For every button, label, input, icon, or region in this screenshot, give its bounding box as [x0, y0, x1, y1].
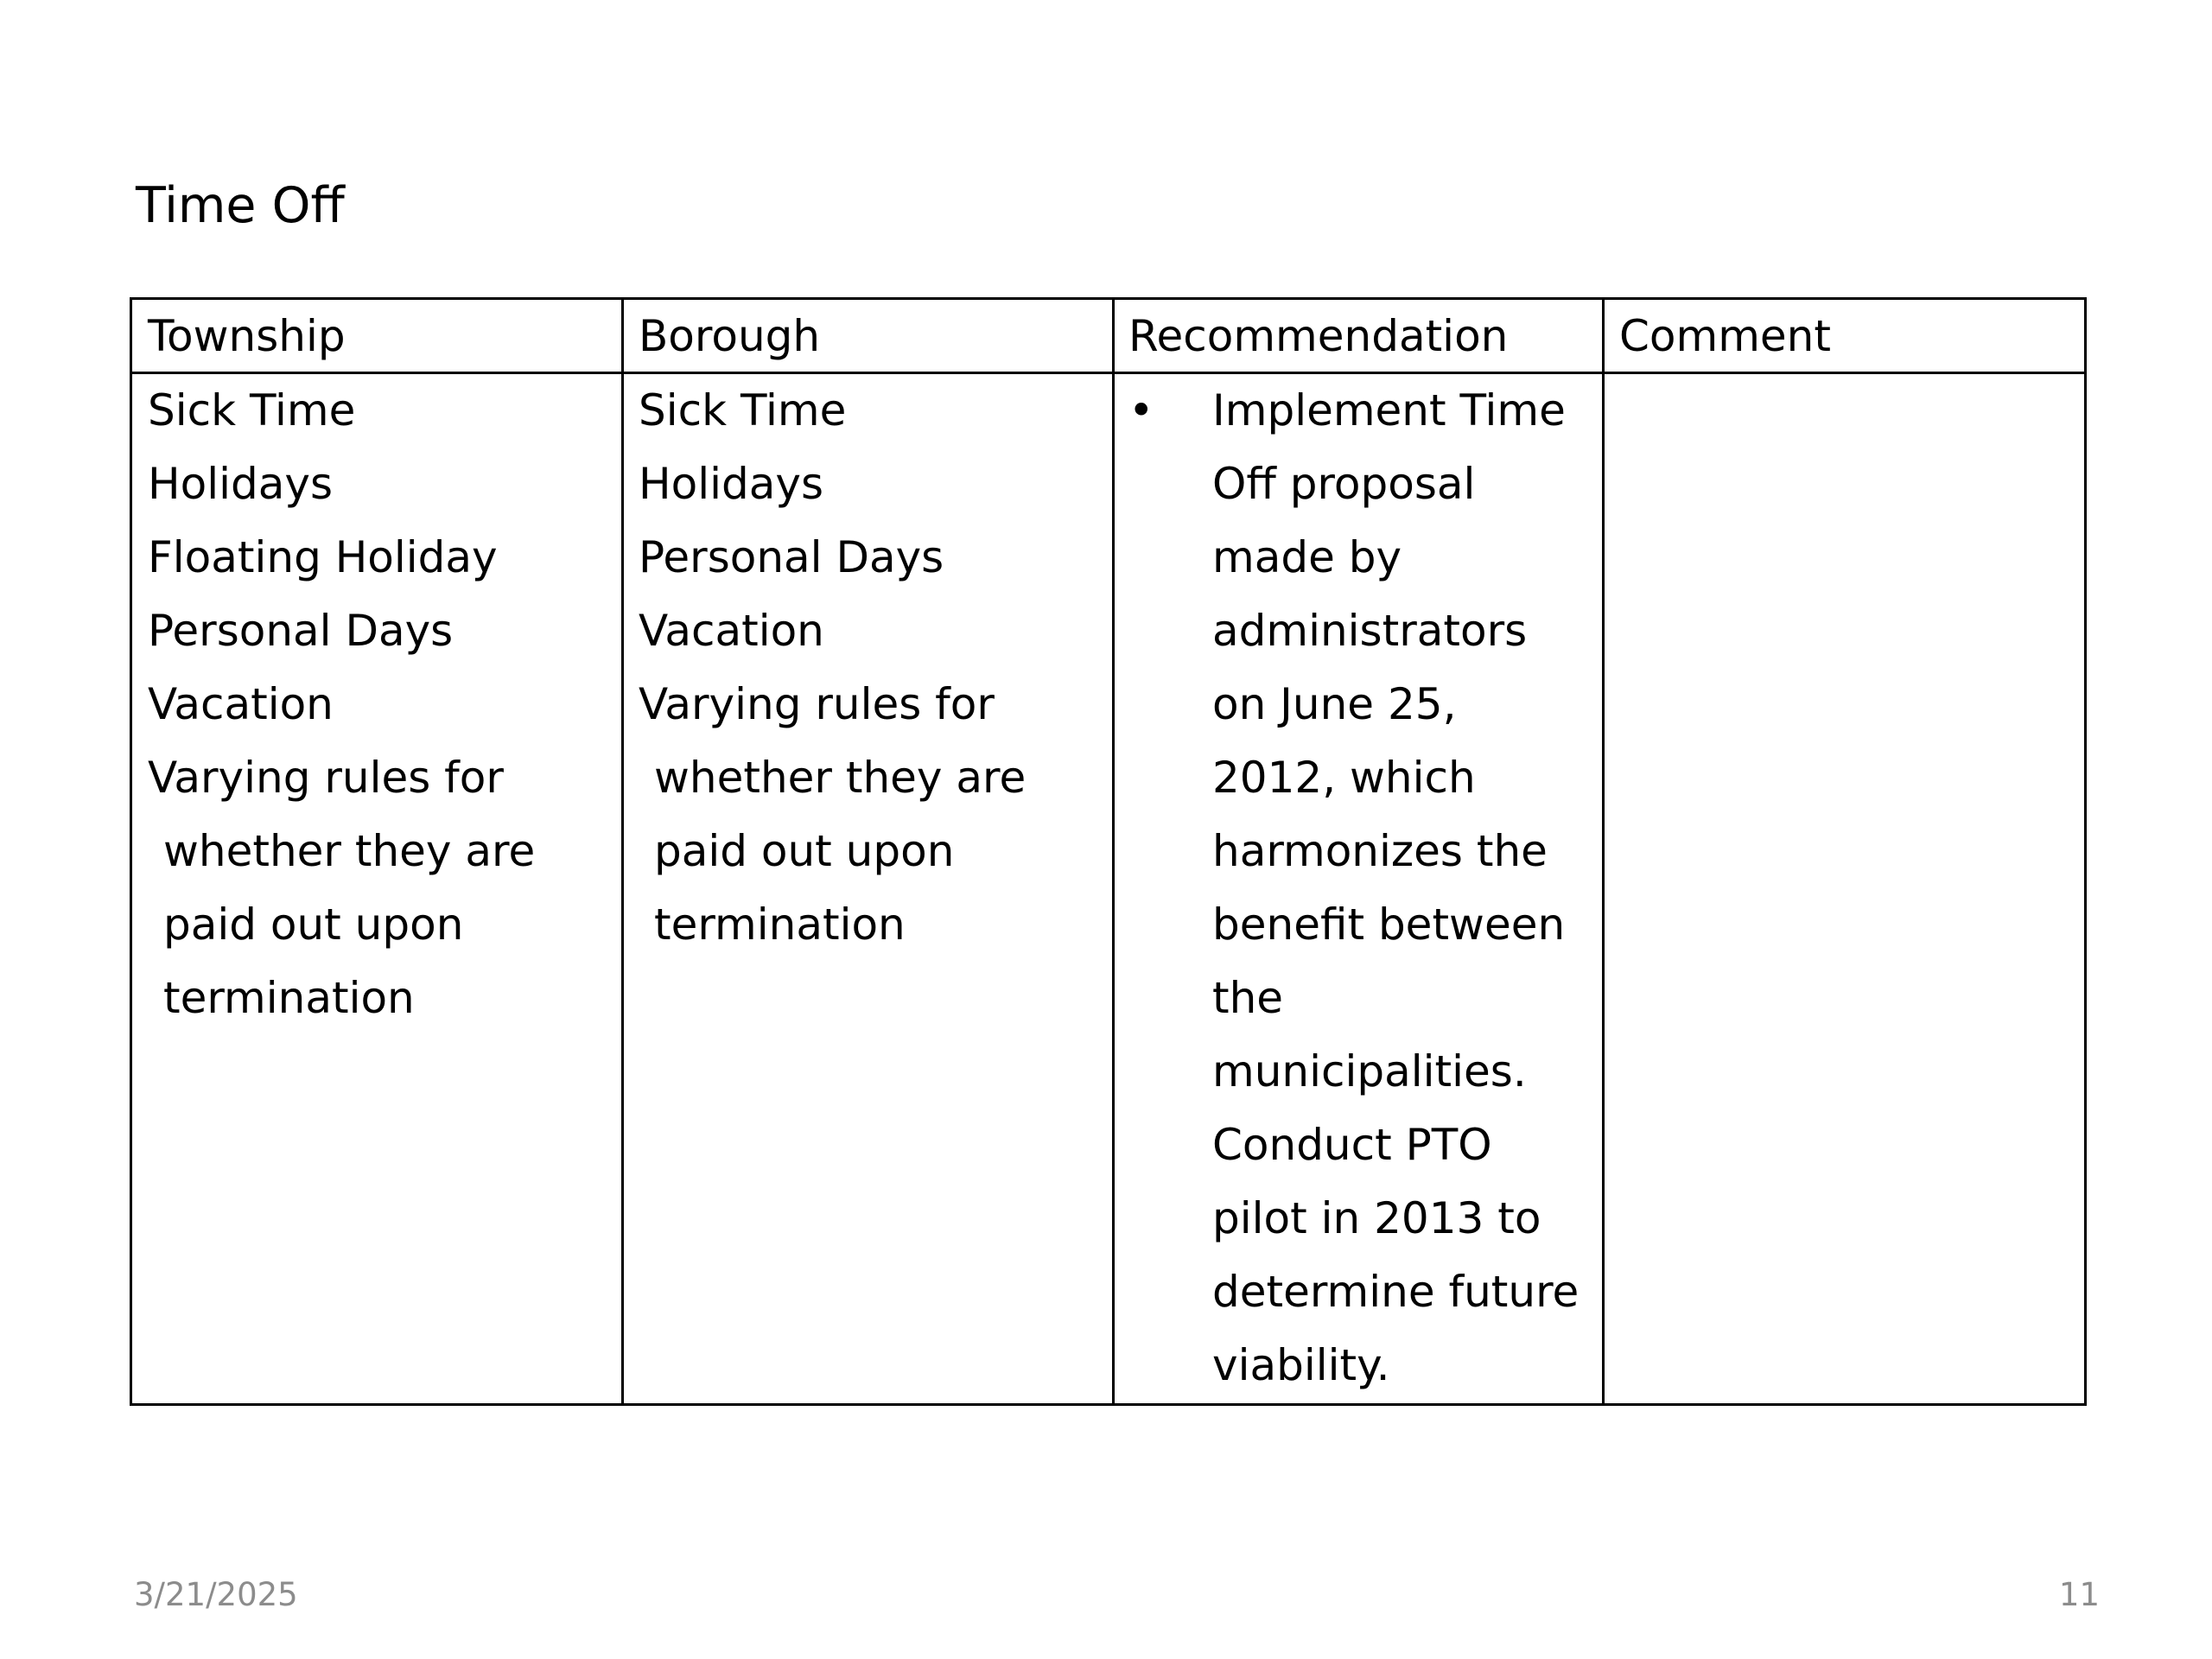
- recommendation-text: [1212, 374, 1579, 1402]
- recommendation-line: pilot in 2013 to: [1212, 1193, 1541, 1243]
- recommendation-line: municipalities.: [1212, 1046, 1527, 1096]
- township-cell: [148, 374, 535, 1035]
- recommendation-cell: [1128, 374, 1595, 1402]
- column-divider: [621, 300, 624, 1403]
- column-divider: [1602, 300, 1605, 1403]
- recommendation-line: made by: [1212, 532, 1402, 582]
- borough-item-continuation: termination: [654, 899, 906, 950]
- recommendation-line: determine future: [1212, 1267, 1580, 1317]
- borough-cell: [639, 374, 1026, 962]
- page-number: 11: [2058, 1576, 2100, 1613]
- township-item-continuation: termination: [163, 973, 415, 1023]
- township-item: Holidays: [148, 459, 333, 509]
- bullet-icon: •: [1128, 385, 1154, 435]
- recommendation-line: on June 25,: [1212, 679, 1457, 729]
- township-item: Vacation: [148, 679, 334, 729]
- borough-item: Sick Time: [639, 385, 847, 435]
- header-township: Township: [148, 311, 346, 361]
- township-item-continuation: paid out upon: [163, 899, 464, 950]
- recommendation-line: administrators: [1212, 606, 1528, 656]
- recommendation-line: Off proposal: [1212, 459, 1476, 509]
- township-item: Varying rules for: [148, 753, 504, 803]
- borough-item: Personal Days: [639, 532, 944, 582]
- borough-item: Vacation: [639, 606, 824, 656]
- recommendation-line: viability.: [1212, 1340, 1390, 1390]
- recommendation-line: harmonizes the: [1212, 826, 1548, 876]
- borough-item-continuation: paid out upon: [654, 826, 955, 876]
- recommendation-line: 2012, which: [1212, 753, 1476, 803]
- township-item: Personal Days: [148, 606, 454, 656]
- borough-item: Varying rules for: [639, 679, 995, 729]
- column-divider: [1112, 300, 1115, 1403]
- slide-title: Time Off: [136, 177, 345, 234]
- recommendation-line: Conduct PTO: [1212, 1120, 1492, 1170]
- footer-date: 3/21/2025: [134, 1576, 298, 1613]
- township-item-continuation: whether they are: [163, 826, 536, 876]
- recommendation-line: benefit between: [1212, 899, 1566, 950]
- borough-item-continuation: whether they are: [654, 753, 1027, 803]
- borough-item: Holidays: [639, 459, 823, 509]
- header-borough: Borough: [639, 311, 821, 361]
- recommendation-line: Implement Time: [1212, 385, 1566, 435]
- township-item: Sick Time: [148, 385, 356, 435]
- header-recommendation: Recommendation: [1128, 311, 1509, 361]
- township-item: Floating Holiday: [148, 532, 498, 582]
- recommendation-line: the: [1212, 973, 1284, 1023]
- time-off-table: [130, 297, 2087, 1406]
- header-comment: Comment: [1619, 311, 1831, 361]
